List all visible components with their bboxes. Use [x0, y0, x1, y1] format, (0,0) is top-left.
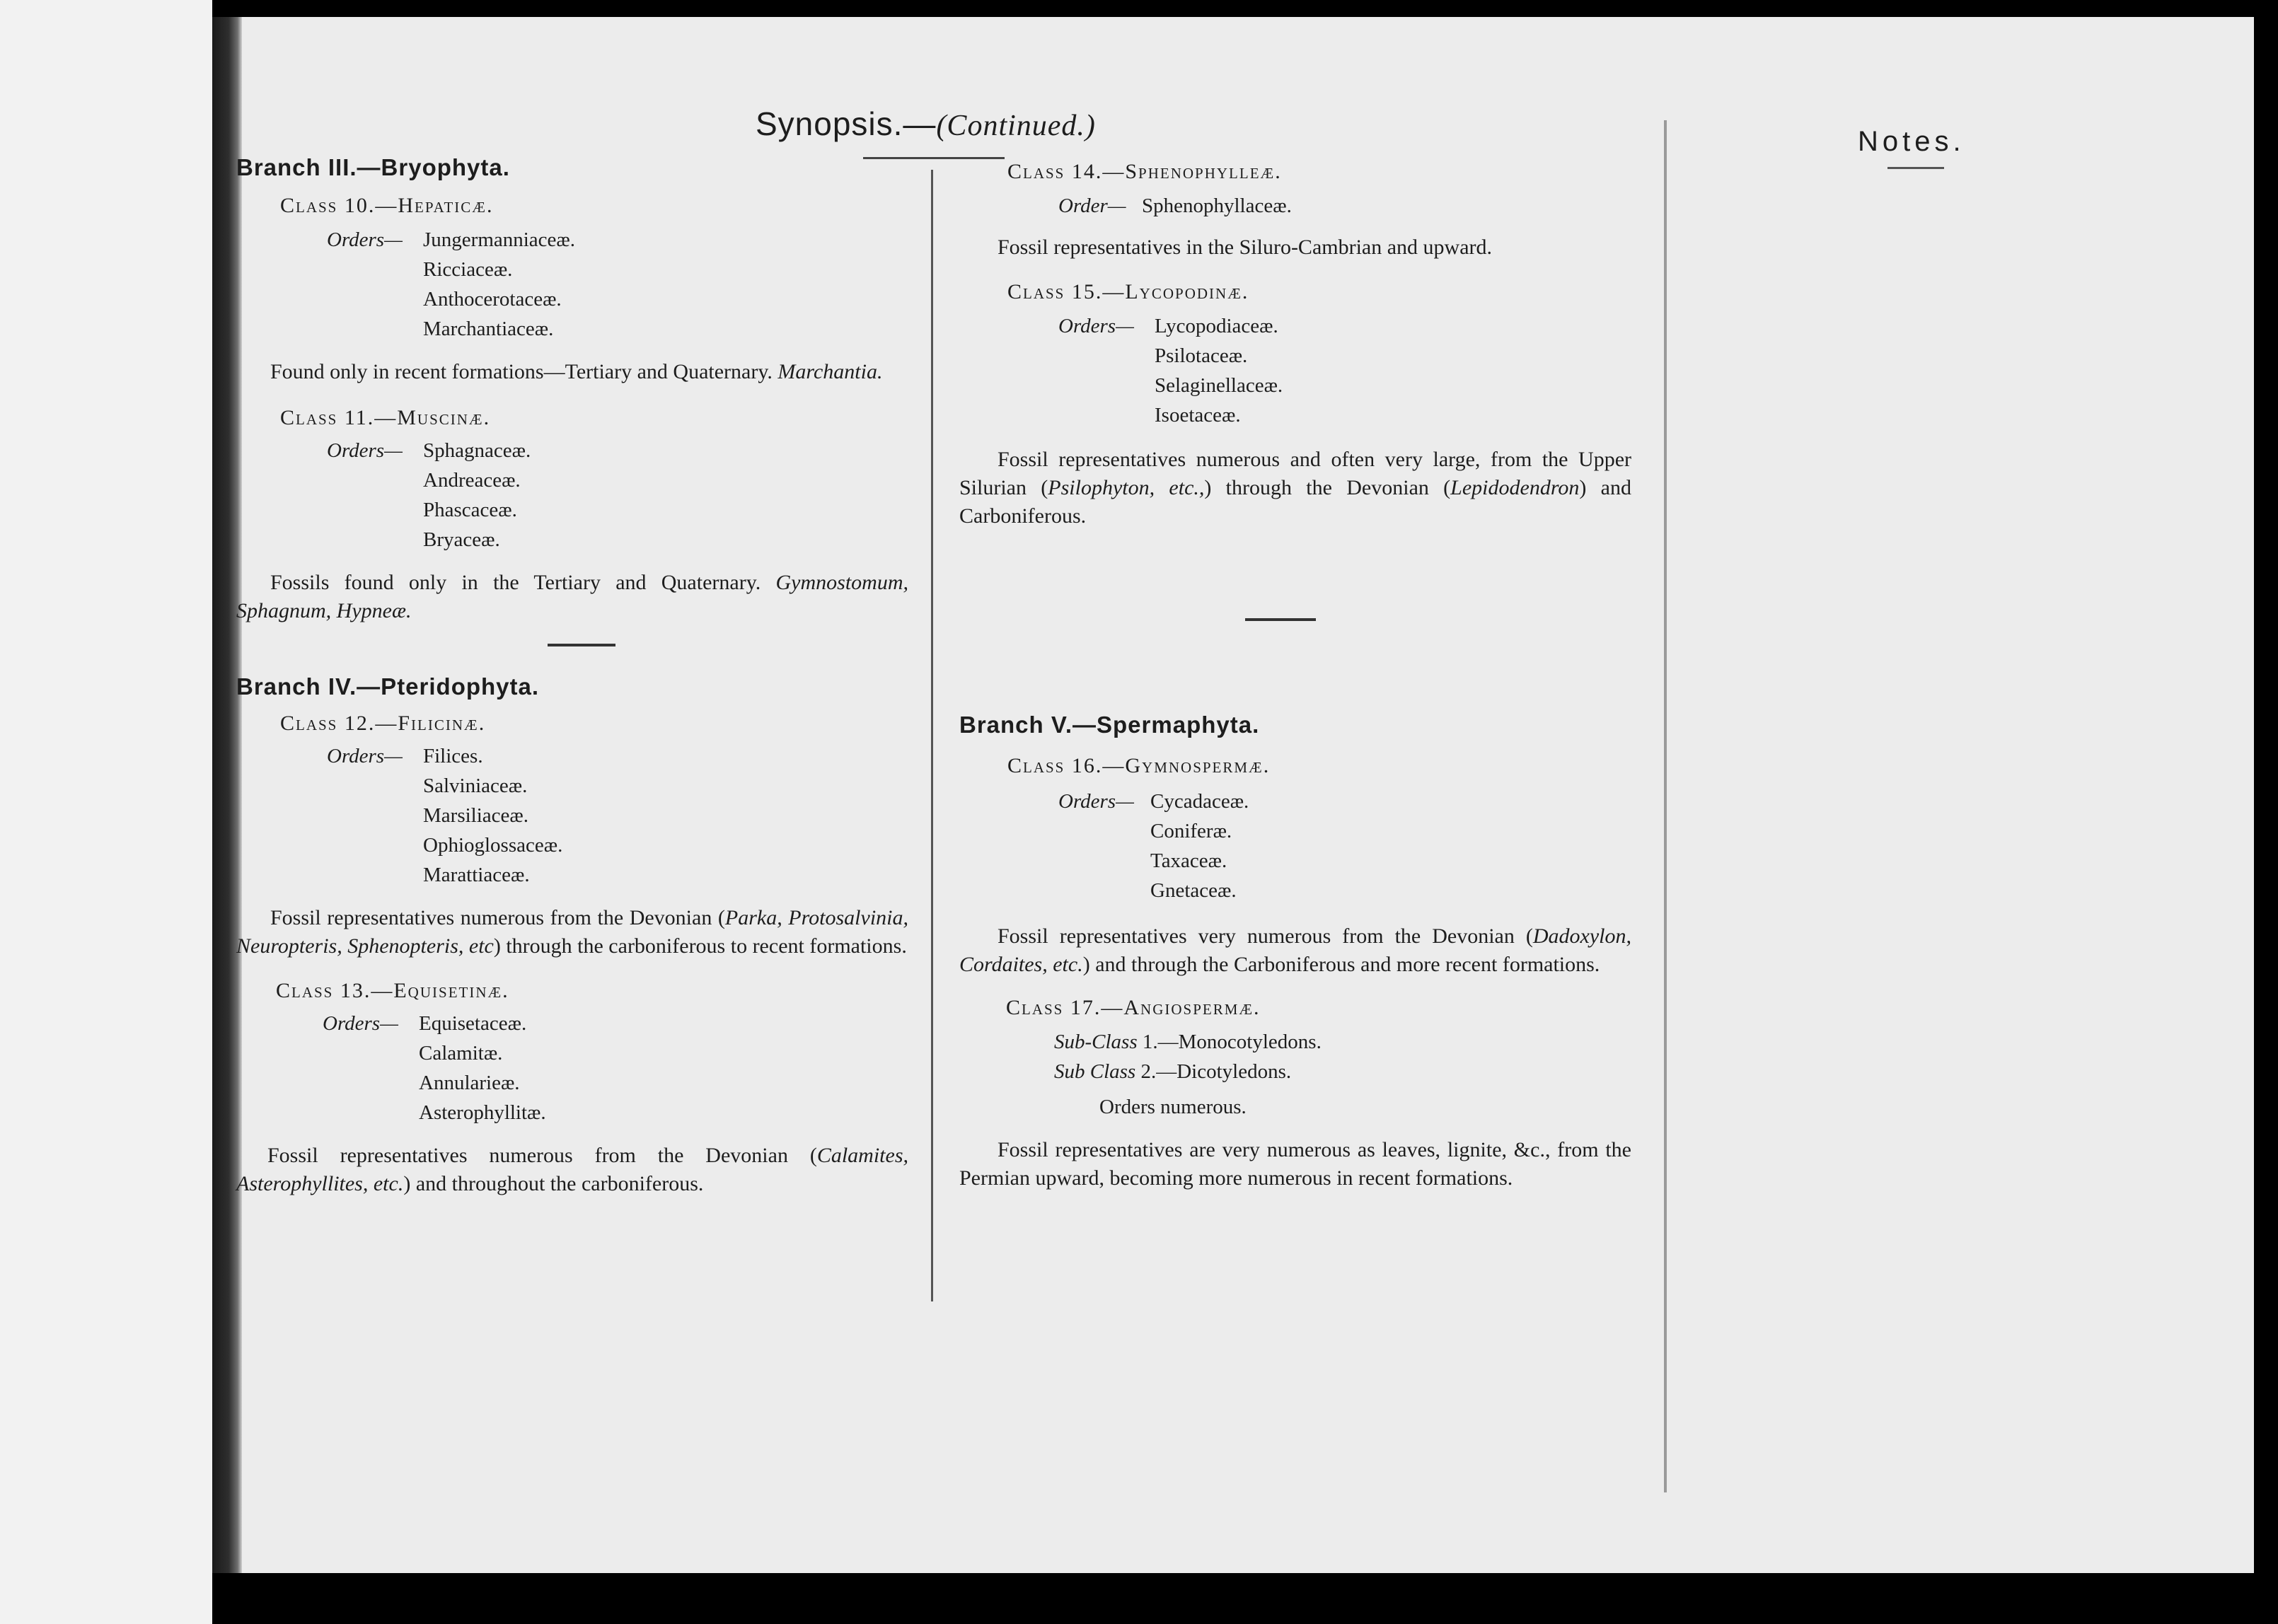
note-text: ) and throughout the carboniferous.: [403, 1172, 704, 1195]
order-item: Salviniaceæ.: [423, 775, 528, 797]
order-item: Phascaceæ.: [423, 499, 517, 521]
note-text: Fossil representatives very numerous from the Devonian (: [998, 924, 1533, 948]
fossil-note: [959, 922, 1631, 979]
order-item: Andreaceæ.: [423, 469, 521, 492]
order-item: Filices.: [423, 745, 483, 767]
orders-label: Orders—: [323, 1012, 398, 1035]
subclass-value: 2.—Dicotyledons.: [1140, 1060, 1292, 1083]
right-column: [959, 160, 1631, 1193]
subclass-list: [1054, 1027, 1631, 1122]
notes-underline: [1887, 167, 1944, 169]
notes-divider: [1664, 120, 1667, 1492]
order-item: Sphenophyllaceæ.: [1142, 195, 1292, 217]
note-genus: Dadoxylon, Cordaites, etc.: [959, 924, 1631, 976]
section-rule: [548, 644, 615, 646]
order-item: Cycadaceæ.: [1150, 790, 1249, 813]
note-text: Fossils found only in the Tertiary and Quaternary.: [270, 571, 761, 594]
order-item: Jungermanniaceæ.: [423, 228, 576, 251]
order-item: Calamitæ.: [419, 1042, 503, 1065]
order-item: Marsiliaceæ.: [423, 804, 528, 827]
order-item: Marchantiaceæ.: [423, 318, 554, 340]
order-item: Sphagnaceæ.: [423, 439, 531, 462]
order-item: Lycopodiaceæ.: [1155, 315, 1278, 337]
note-genus: Gymnostomum, Sphagnum, Hypneæ.: [236, 571, 909, 622]
order-item: Ricciaceæ.: [423, 258, 513, 281]
order-item: Taxaceæ.: [1150, 849, 1227, 872]
order-item: Annularieæ.: [419, 1072, 520, 1094]
branch-heading: Branch V.—Spermaphyta.: [959, 712, 1260, 738]
orders-note: Orders numerous.: [1099, 1096, 1247, 1118]
orders-label: Orders—: [327, 745, 403, 767]
orders-list: [323, 1009, 908, 1127]
class-heading: Class 14.—Sphenophylleæ.: [1007, 160, 1282, 183]
fossil-note: [959, 446, 1631, 530]
note-genus: Parka, Protosalvinia, Neuropteris, Sphenopteris, etc: [236, 906, 908, 958]
orders-list: [327, 225, 908, 344]
notes-heading: Notes.: [1858, 126, 1965, 157]
order-item: Equisetaceæ.: [419, 1012, 527, 1035]
title-text: Synopsis.—: [756, 105, 937, 142]
orders-list: [327, 741, 908, 890]
subclass-label: Sub Class: [1054, 1060, 1136, 1083]
subclass-item: [1054, 1057, 1631, 1086]
note-genus: Lepidodendron: [1450, 476, 1580, 499]
fossil-note: [236, 569, 908, 625]
note-text: ) and Carboniferous.: [959, 476, 1631, 528]
order-item: Gnetaceæ.: [1150, 879, 1237, 902]
note-text: ) and through the Carboniferous and more recent formations.: [1082, 953, 1600, 976]
order-item: Bryaceæ.: [423, 528, 500, 551]
orders-label: Orders—: [1058, 790, 1134, 813]
note-text: Found only in recent formations—Tertiary and Quaternary.: [270, 360, 773, 383]
title-continued: (Continued.): [936, 110, 1096, 142]
order-item: Anthocerotaceæ.: [423, 288, 562, 311]
order-item: Ophioglossaceæ.: [423, 834, 563, 857]
subclass-item: [1054, 1027, 1631, 1057]
class-heading: Class 13.—Equisetinæ.: [276, 979, 509, 1002]
fossil-note: Fossil representatives are very numerous as leaves, lignite, &c., from the Permian upward, becoming more numerous in recent formations.: [959, 1138, 1631, 1190]
orders-label: Order—: [1058, 195, 1126, 217]
adjacent-page-edge: [0, 0, 212, 1624]
class-heading: Class 15.—Lycopodinæ.: [1007, 280, 1249, 303]
note-genus: Psilophyton, etc.,: [1048, 476, 1205, 499]
branch-heading: Branch IV.—Pteridophyta.: [236, 673, 540, 700]
note-text: ) through the carboniferous to recent formations.: [493, 934, 907, 958]
note-genus: Marchantia.: [777, 360, 883, 383]
note-text: Fossil representatives numerous from the Devonian (: [267, 1144, 817, 1167]
subclass-value: 1.—Monocotyledons.: [1142, 1031, 1322, 1053]
order-item: Isoetaceæ.: [1155, 404, 1241, 427]
class-heading: Class 17.—Angiospermæ.: [1006, 996, 1261, 1019]
class-heading: Class 11.—Muscinæ.: [280, 406, 491, 429]
column-divider: [931, 170, 933, 1301]
order-item: Coniferæ.: [1150, 820, 1232, 842]
order-item: Marattiaceæ.: [423, 864, 530, 886]
orders-label: Orders—: [327, 439, 403, 462]
orders-list: [327, 436, 908, 555]
note-text: ) through the Devonian (: [1204, 476, 1451, 499]
order-item: Selaginellaceæ.: [1155, 374, 1283, 397]
fossil-note: [236, 358, 908, 386]
order-item: Psilotaceæ.: [1155, 344, 1248, 367]
page-title: [756, 105, 1096, 143]
fossil-note: Fossil representatives in the Siluro-Cambrian and upward.: [998, 236, 1493, 259]
branch-heading: Branch III.—Bryophyta.: [236, 154, 510, 180]
note-text: Fossil representatives numerous from the Devonian (: [270, 906, 725, 929]
class-heading: Class 16.—Gymnospermæ.: [1007, 754, 1271, 777]
note-text: Fossil representatives numerous and often very large, from the Upper Silurian (: [959, 448, 1631, 499]
orders-label: Orders—: [1058, 315, 1134, 337]
left-column: [236, 151, 908, 1198]
orders-list: [1058, 191, 1631, 221]
orders-label: Orders—: [327, 228, 403, 251]
note-genus: Calamites, Asterophyllites, etc.: [236, 1144, 908, 1195]
section-rule: [1245, 618, 1316, 621]
fossil-note: [236, 1142, 908, 1198]
order-item: Asterophyllitæ.: [419, 1101, 546, 1124]
class-heading: Class 10.—Hepaticæ.: [280, 194, 494, 217]
fossil-note: [236, 904, 908, 961]
orders-list: [1058, 787, 1631, 905]
class-heading: Class 12.—Filicinæ.: [280, 712, 486, 735]
orders-list: [1058, 311, 1631, 430]
subclass-label: Sub-Class: [1054, 1031, 1138, 1053]
